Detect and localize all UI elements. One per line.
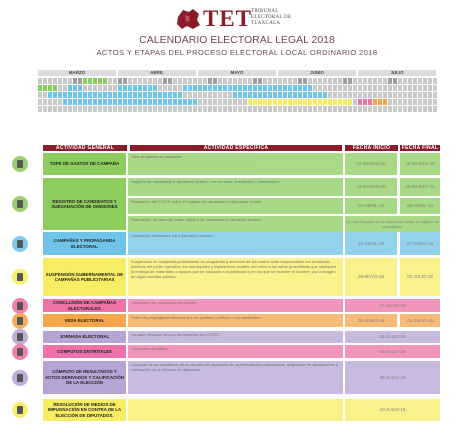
header-actividad-general: ACTIVIDAD GENERAL [43,145,127,151]
activity-specific-text [128,399,343,421]
activity-specific-text: Retiro de propaganda electoral por los partidos políticos o los candidatos. [128,314,343,327]
page-subtitle: ACTOS Y ETAPAS DEL PROCESO ELECTORAL LOCAL ORDINARIO 2018 [96,48,378,57]
calendar-day-cell [433,106,438,112]
date-start: 29-MAYO-18 [345,258,397,296]
activity-general-label: CONCLUSIÓN DE CAMPAÑAS ELECTORALES [43,299,126,312]
date-start: 16-MARZO-18 [345,178,397,196]
date-start: 04-JULIO-18 [345,345,440,358]
table-row [40,178,440,230]
date-start: 28-JUNIO-18 [345,314,397,327]
table-row [40,258,440,296]
activity-general-label: REGISTRO DE CANDIDATOS Y SUBSANACIÓN DE OMISIONES [43,178,126,230]
money-bag-icon [5,153,35,175]
date-start: Un día después de la resolución sobre el registro de candidatos. [345,216,440,232]
date-end: 01-JULIO-18 [400,314,440,327]
gavel-icon [5,399,35,421]
activity-general-label: RESOLUCIÓN DE MEDIOS DE IMPUGNACIÓN EN CONTRA DE LA ELECCIÓN DE DIPUTADOS. [43,399,126,421]
table-row [40,153,440,175]
date-end: 27-JUNIO-18 [400,232,440,255]
calendar-day-cell [433,78,438,84]
activity-specific-text: Tope de gastos de campaña. [128,153,343,175]
date-end: 15-MARZO-18 [400,153,440,175]
table-row [40,299,440,312]
activity-specific-text: Suspensión de campañas publicitarias de programas y acciones de los cuales sean responsables los servidores públicos del poder ejecutivo, los municipales y legisladores locales, así como a los actos proselitistas que impliquen la entrega de materiales o apoyos que se otorguen a la población y en los que se muestre el nombre, voz o imagen de algún servidor público. [128,258,343,296]
page-title: CALENDARIO ELECTORAL LEGAL 2018 [139,34,335,46]
vote-icon [5,345,35,358]
calendar-week-row [38,78,438,84]
activity-general-label: CÓMPUTO DE RESULTADOS Y ACTOS DERIVADOS Y CALIFICACIÓN DE LA ELECCIÓN [43,361,126,394]
header-actividad-especifica: ACTIVIDAD ESPECÍFICA [130,145,342,151]
table-row [40,399,440,421]
month-label-julio: JULIO [358,70,436,76]
candidate-icon [5,178,35,230]
page-header [0,0,474,60]
activity-general-label: JORNADA ELECTORAL [43,331,126,343]
calendar-week-row [38,85,438,91]
date-start: 08-JULIO-18 [345,361,440,394]
table-row [40,331,440,343]
activity-specific-text: Registro de candidatos a diputados locales, o en su caso, sustitución o cancelación. [128,178,343,196]
header-fecha-inicio: FECHA INICIO [345,145,398,151]
activity-general-label: VEDA ELECTORAL [43,314,126,327]
calendar-week-row [38,99,438,105]
calendar-week-row [38,92,438,98]
date-start: 01-JULIO-18 [345,331,440,343]
activity-general-label: CÓMPUTOS DISTRITALES [43,345,126,358]
header-fecha-final: FECHA FINAL [401,145,439,151]
table-row [40,345,440,358]
date-start: 10-JULIO-18 [345,399,440,421]
no-speaking-icon [5,314,35,327]
calendar-week-row [38,106,438,112]
activity-general-label: SUSPENSIÓN GUBERNAMENTAL DE CAMPAÑAS PUBLICITARIAS [43,258,126,296]
tv-icon [5,258,35,296]
calendar-strip [38,63,438,111]
activity-general-label: TOPE DE GASTOS DE CAMPAÑA [43,153,126,175]
activity-specific-text: Cómputo de los resultados de la elección de diputados de representación proporcional, asignación de diputaciones y calificación de la elección de diputados. [128,361,343,394]
speaker-icon [5,232,35,255]
calculator-icon [5,361,35,394]
table-row [40,314,440,327]
month-label-abril: ABRIL [118,70,196,76]
month-label-junio: JUNIO [278,70,356,76]
date-end: 05-ABRIL-18 [400,198,440,214]
calendar-day-cell [433,85,438,91]
calendar-day-cell [433,99,438,105]
activity-specific-text: Jornada electoral (sesión permanente del CGITE). [128,331,343,343]
date-start: 29-ABRIL-18 [345,232,397,255]
ballot-box-icon [5,331,35,343]
activity-specific-text: Resolución del CGITE sobre el registro de candidatos a diputados locales. [128,198,343,214]
table-row [40,232,440,255]
logo-subtext: TRIBUNAL ELECTORAL DE TLAXCALA [251,9,292,26]
activity-general-label: CAMPAÑAS Y PROPAGANDA ELECTORAL [43,232,126,255]
month-label-marzo: MARZO [38,70,116,76]
activity-specific-text: Campañas electorales para diputados locales. [128,232,343,255]
logo-text: TET [203,6,253,31]
activity-specific-text: Cómputos distritales. [128,345,343,358]
date-end: 25-MARZO-18 [400,178,440,196]
tlaxcala-map-icon [175,7,201,31]
table-row [40,361,440,394]
date-start: 27-JUNIO-18 [345,299,440,312]
date-start: 10-MARZO-18 [345,153,397,175]
activity-specific-text: Conclusión de campañas electorales. [128,299,343,312]
activity-specific-text: Publicación del acuerdo sobre registro de candidatos a diputados locales. [128,216,343,232]
megaphone-icon [5,299,35,312]
date-end: 01-JULIO-18 [400,258,440,296]
date-start: 04-ABRIL-18 [345,198,397,214]
month-label-mayo: MAYO [198,70,276,76]
calendar-day-cell [433,92,438,98]
